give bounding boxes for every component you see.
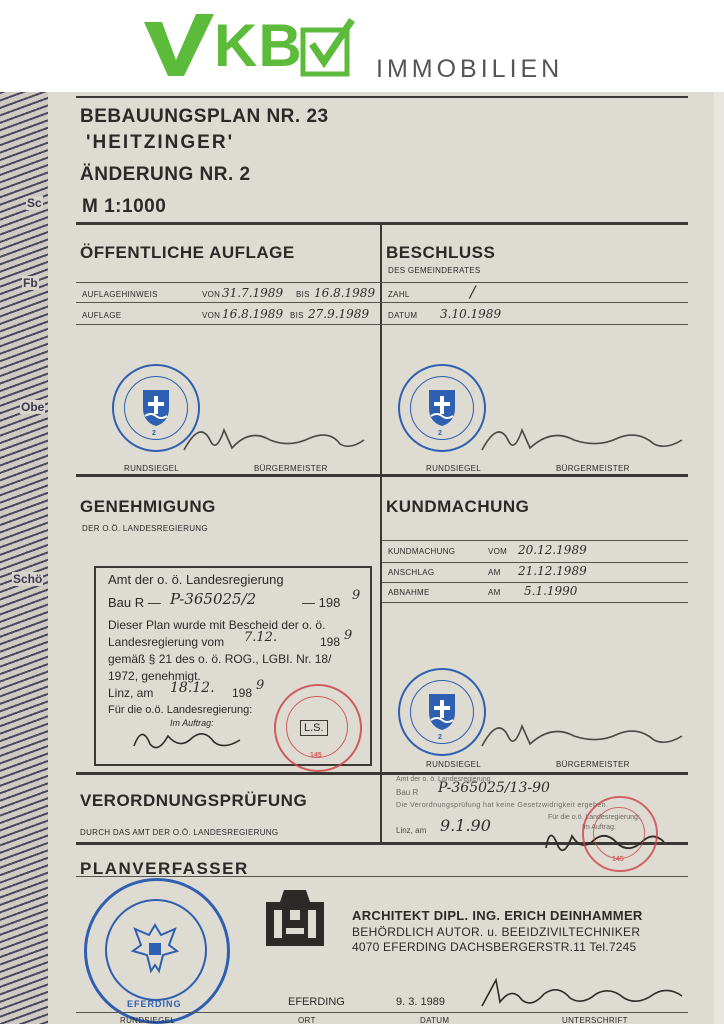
- footer-rundsiegel: RUNDSIEGEL: [120, 1016, 176, 1024]
- section-title-kundmachung: KUNDMACHUNG: [386, 497, 530, 516]
- von-label: VON: [202, 290, 221, 299]
- approval-date: 7.12.: [244, 630, 278, 645]
- verordnung-bau-r-label: Bau R: [396, 788, 419, 797]
- verordnung-authority: Amt der o. ö. Landesregierung: [396, 776, 491, 783]
- kundmachung-label: KUNDMACHUNG: [388, 547, 456, 556]
- map-label: Sc: [27, 196, 42, 210]
- approval-year-prefix: 198: [320, 635, 341, 649]
- auflage-bis: 27.9.1989: [308, 307, 370, 321]
- section-title-beschluss: BESCHLUSS: [386, 243, 496, 262]
- bau-r-number: P-365025/2: [170, 590, 257, 608]
- municipal-seal: 2: [112, 364, 200, 452]
- zahl-label: ZAHL: [388, 290, 410, 299]
- verordnung-fuer: Für die o.ö. Landesregierung:: [548, 814, 640, 821]
- rundsiegel-label: RUNDSIEGEL: [426, 464, 482, 473]
- chamber-logo-icon: [264, 888, 326, 950]
- auflage-label: AUFLAGE: [82, 311, 122, 320]
- amendment-number: ÄNDERUNG NR. 2: [80, 164, 251, 185]
- section-title-auflage: ÖFFENTLICHE AUFLAGE: [80, 243, 295, 262]
- state-seal-red: 145: [582, 796, 658, 872]
- genehmigung-subtitle: DER O.Ö. LANDESREGIERUNG: [82, 524, 208, 533]
- im-auftrag: Im Auftrag:: [170, 718, 214, 728]
- am-label: AM: [488, 588, 501, 597]
- footer-datum: DATUM: [420, 1016, 450, 1024]
- rule: [380, 477, 382, 773]
- paper-edge: [714, 92, 724, 1024]
- mayor-signature: [180, 410, 370, 460]
- architect-address: 4070 EFERDING DACHSBERGERSTR.11 Tel.7245: [352, 940, 637, 954]
- von-label: VON: [202, 311, 221, 320]
- approval-text-prefix: Landesregierung vom: [108, 635, 225, 649]
- bau-r-year-prefix: — 198: [302, 595, 341, 610]
- planverfasser-ort: EFERDING: [288, 996, 345, 1008]
- verordnung-date: 9.1.90: [440, 816, 491, 835]
- verordnung-bau-r: P-365025/13-90: [438, 780, 550, 796]
- auflagehinweis-bis: 16.8.1989: [314, 286, 376, 300]
- coat-of-arms-icon: [141, 388, 171, 428]
- approval-authority: Amt der o. ö. Landesregierung: [108, 572, 284, 587]
- coat-of-arms-icon: [427, 692, 457, 732]
- planverfasser-datum: 9. 3. 1989: [396, 996, 445, 1008]
- buergermeister-label: BÜRGERMEISTER: [556, 760, 630, 769]
- logo-brand: KB: [214, 12, 303, 79]
- logo-checkbox-icon: [300, 16, 358, 78]
- verordnung-subtitle: DURCH DAS AMT DER O.Ö. LANDESREGIERUNG: [80, 828, 279, 837]
- beschluss-subtitle: DES GEMEINDERATES: [388, 266, 481, 275]
- map-edge: [0, 92, 48, 1024]
- anschlag-label: ANSCHLAG: [388, 568, 435, 577]
- rule: [76, 282, 688, 283]
- approval-law: gemäß § 21 des o. ö. ROG., LGBI. Nr. 18/: [108, 652, 332, 666]
- linz-date: 18.12.: [170, 680, 215, 696]
- datum-label: DATUM: [388, 311, 418, 320]
- rule: [380, 225, 382, 475]
- footer-unterschrift: UNTERSCHRIFT: [562, 1016, 628, 1024]
- map-label: Obe: [21, 400, 45, 414]
- bau-r-year: 9: [352, 588, 361, 603]
- mayor-signature: [478, 706, 688, 756]
- rule: [76, 302, 688, 303]
- verordnung-im-auftrag: Im Auftrag:: [582, 824, 616, 831]
- anschlag-date: 21.12.1989: [518, 564, 587, 578]
- footer-ort: ORT: [298, 1016, 316, 1024]
- rundsiegel-label: RUNDSIEGEL: [124, 464, 180, 473]
- rule: [76, 772, 688, 775]
- rule: [76, 324, 688, 325]
- section-title-verordnung: VERORDNUNGSPRÜFUNG: [80, 791, 308, 810]
- approval-text: Dieser Plan wurde mit Bescheid der o. ö.: [108, 618, 326, 632]
- linz-label: Linz, am: [108, 686, 154, 700]
- eagle-icon: [131, 921, 179, 975]
- buergermeister-label: BÜRGERMEISTER: [254, 464, 328, 473]
- am-label: AM: [488, 568, 501, 577]
- scale: M 1:1000: [82, 196, 167, 217]
- map-label: Schö: [13, 572, 43, 586]
- map-label: Fb: [23, 276, 38, 290]
- rule: [382, 540, 688, 541]
- bau-r-label: Bau R —: [108, 595, 161, 610]
- bis-label: BIS: [290, 311, 304, 320]
- approval-year: 9: [344, 628, 353, 643]
- rule: [76, 222, 688, 225]
- abnahme-label: ABNAHME: [388, 588, 430, 597]
- auflagehinweis-label: AUFLAGEHINWEIS: [82, 290, 158, 299]
- logo-word: IMMOBILIEN: [376, 55, 564, 83]
- municipal-seal: 2: [398, 668, 486, 756]
- buergermeister-label: BÜRGERMEISTER: [556, 464, 630, 473]
- ls-mark: L.S.: [300, 720, 328, 736]
- kundmachung-date: 20.12.1989: [518, 543, 587, 557]
- auflagehinweis-von: 31.7.1989: [222, 286, 284, 300]
- state-seal-red: 145: [274, 684, 362, 772]
- abnahme-date: 5.1.1990: [524, 584, 578, 598]
- coat-of-arms-icon: [427, 388, 457, 428]
- architect-seal: EFERDING: [84, 878, 230, 1024]
- rule: [380, 775, 382, 843]
- rule: [382, 562, 688, 563]
- plan-document: [0, 92, 724, 1024]
- plan-number: BEBAUUNGSPLAN NR. 23: [80, 106, 329, 127]
- section-title-genehmigung: GENEHMIGUNG: [80, 497, 216, 516]
- municipal-seal: 2: [398, 364, 486, 452]
- approval-status: 1972, genehmigt.: [108, 669, 201, 683]
- architect-signature: [478, 972, 688, 1016]
- rule: [382, 602, 688, 603]
- zahl-value: /: [470, 282, 476, 301]
- bis-label: BIS: [296, 290, 310, 299]
- rule: [382, 582, 688, 583]
- plan-name: 'HEITZINGER': [86, 132, 235, 153]
- mayor-signature: [478, 410, 688, 460]
- rule: [76, 474, 688, 477]
- linz-year-prefix: 198: [232, 686, 253, 700]
- section-title-planverfasser: PLANVERFASSER: [80, 859, 249, 878]
- architect-title: BEHÖRDLICH AUTOR. u. BEEIDZIVILTECHNIKER: [352, 925, 641, 939]
- rundsiegel-label: RUNDSIEGEL: [426, 760, 482, 769]
- rule: [76, 1012, 688, 1013]
- verordnung-linz-label: Linz, am: [396, 826, 427, 835]
- rule: [76, 96, 688, 98]
- datum-value: 3.10.1989: [440, 307, 502, 321]
- official-signature: [128, 720, 248, 756]
- architect-name: ARCHITEKT DIPL. ING. ERICH DEINHAMMER: [352, 908, 643, 923]
- logo-v-check-icon: [140, 8, 220, 80]
- vom-label: VOM: [488, 547, 508, 556]
- auflage-von: 16.8.1989: [222, 307, 284, 321]
- fuer-landesregierung: Für die o.ö. Landesregierung:: [108, 704, 253, 716]
- linz-year: 9: [256, 678, 265, 693]
- verordnung-result: Die Verordnungsprüfung hat keine Gesetzwidrigkeit ergeben.: [396, 802, 609, 809]
